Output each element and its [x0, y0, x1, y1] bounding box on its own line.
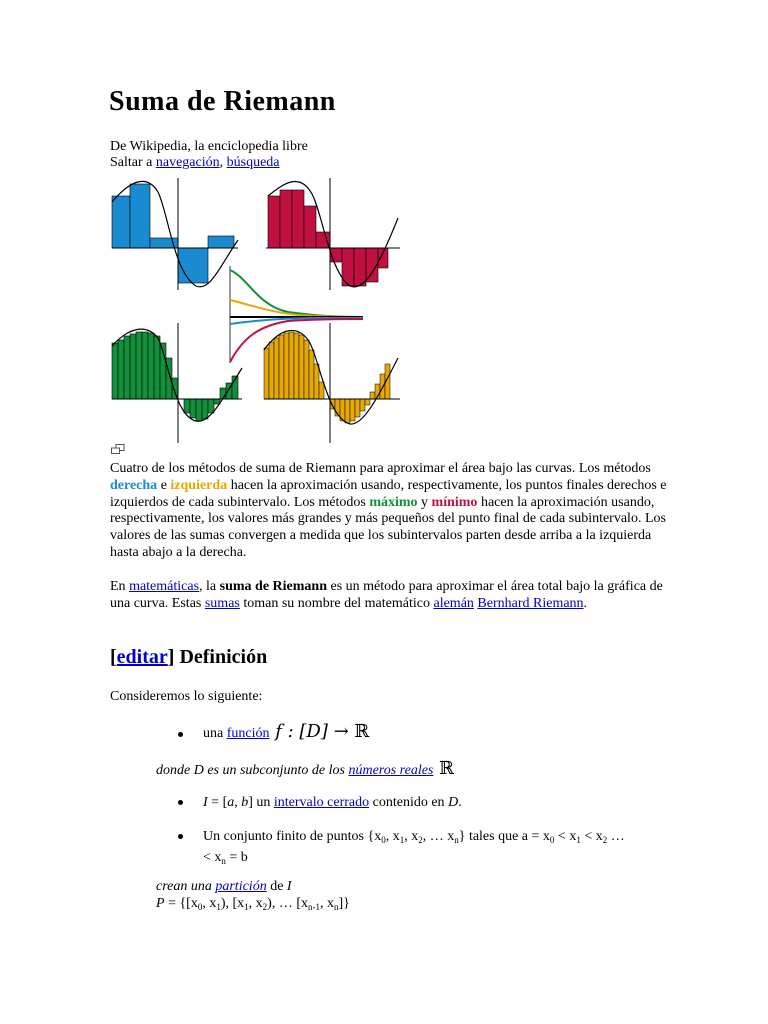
riemann-link[interactable]: Bernhard Riemann [477, 596, 584, 611]
intervalo-cerrado-link[interactable]: intervalo cerrado [273, 795, 370, 810]
list-item-funcion: una función f : [D] → ℝ [203, 721, 370, 742]
navigation-link[interactable]: navegación [155, 155, 220, 170]
donde-text: donde D es un subconjunto de los números reales ℝ [156, 758, 455, 779]
consider-text: Consideremos lo siguiente: [110, 689, 263, 704]
caption-maximo: máximo [369, 494, 418, 510]
list-item-puntos: Un conjunto finito de puntos {$x_0$, $x_1$, $x_2$, … $x_n$} tales que $a = x_0 < x_1 < x_2$ … < $x_n = b$ [203, 829, 625, 866]
crean-text: crean una partición de I [156, 879, 292, 894]
aleman-link[interactable]: alemán [433, 596, 474, 611]
enlarge-icon[interactable] [111, 444, 125, 454]
page-title: Suma de Riemann [109, 86, 336, 117]
caption-izquierda: izquierda [170, 477, 228, 493]
jump-links: Saltar a navegación, búsqueda [110, 155, 280, 170]
left-sum-panel [112, 178, 238, 290]
from-line: De Wikipedia, la enciclopedia libre [110, 139, 308, 154]
bullet [178, 732, 186, 740]
funcion-link[interactable]: función [226, 726, 270, 741]
sumas-link[interactable]: sumas [204, 596, 240, 611]
caption-derecha: derecha [110, 477, 158, 493]
figure-caption: Cuatro de los métodos de suma de Riemann para aproximar el área bajo las curvas. Los métodos derecha e izquierda hacen la aproximación usando, respectivamente, los puntos finales derechos e izquierdos de cada subintervalo. Los métodos máximo y mínimo hacen la aproximación usando, respectivamente, los valores más grandes y más pequeños del punto final de cada subintervalo. Los valores de las sumas convergen a medida que los subintervalos parten desde arriba a la izquierda hasta abajo a la derecha. [110, 461, 667, 560]
max-sum-panel [112, 323, 242, 443]
bullet [178, 800, 186, 808]
intro-paragraph: En matemáticas, la suma de Riemann es un método para aproximar el área total bajo la gráfica de una curva. Estas sumas toman su nombre del matemático alemán Bernhard Riemann. [110, 579, 663, 611]
search-link[interactable]: búsqueda [226, 155, 280, 170]
partition-formula: $P = \{[x_0$, $x_1$), [$x_1$, $x_2$), … [$x_{n-1}$, $x_n$]} [156, 896, 350, 912]
riemann-sums-figure [108, 178, 408, 443]
min-sum-panel [264, 323, 400, 443]
list-item-intervalo: I = [a, b] un intervalo cerrado contenido en D. [203, 795, 462, 810]
right-sum-panel [266, 178, 400, 290]
term-bold: suma de Riemann [219, 579, 327, 594]
caption-minimo: mínimo [431, 494, 478, 510]
particion-link[interactable]: partición [215, 879, 267, 894]
numeros-reales-link[interactable]: números reales [348, 763, 434, 778]
bullet [178, 834, 186, 842]
section-heading-definicion: [editar] Definición [110, 646, 268, 668]
matematicas-link[interactable]: matemáticas [129, 579, 200, 594]
edit-section-link[interactable]: editar [116, 646, 168, 668]
